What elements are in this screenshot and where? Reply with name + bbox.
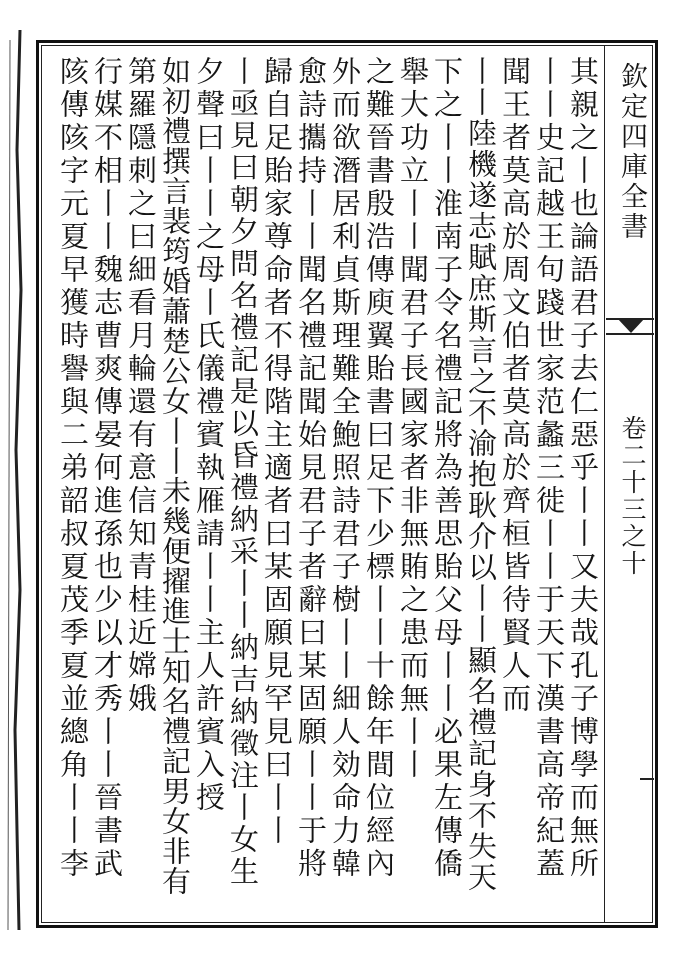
text-column: 舉大功立丨丨聞君子長國家者非無賄之患而無丨丨 xyxy=(396,56,430,782)
margin-volume-label: 卷二十三之十 xyxy=(618,415,647,577)
text-column: 其親之丨也論語君子去仁惡乎丨丨又夫哉孔子博學而無所 xyxy=(566,56,600,881)
scanned-page-edge xyxy=(2,30,26,930)
text-column: 丨丨史記越王句踐世家范蠡三徙丨丨于天下漢書高帝紀蓋 xyxy=(532,56,566,881)
text-column: 第羅隱刺之曰細看月輪還有意信知青桂近嫦娥 xyxy=(124,56,158,716)
text-column: 如初禮撰言裴筠婚蕭楚公女丨丨未幾便擢進士知名禮記男女非有 xyxy=(158,56,192,896)
text-column: 之難晉書殷浩傳庾翼貽書曰足下少標丨丨十餘年間位經內 xyxy=(362,56,396,881)
text-column: 夕聲曰丨丨之母丨氏儀禮賓執雁請丨丨主人許賓入授 xyxy=(192,56,226,815)
margin-book-title: 欽定四庫全書 xyxy=(616,62,647,242)
text-column: 陔傳陔字元夏早獲時譽與二弟韶叔夏茂季夏並總角丨丨李 xyxy=(56,56,90,881)
text-column: 行媒不相丨丨魏志曹爽傳晏何進孫也少以才秀丨丨晉書武 xyxy=(90,56,124,881)
text-column: 外而欲潛居利貞斯理難全鮑照詩君子樹丨丨細人効命力韓 xyxy=(328,56,362,881)
text-column: 丨亟見曰朝夕問名禮記是以昏禮納采丨丨納吉納徵注丨女生 xyxy=(226,56,260,888)
text-column: 歸自足貽家尊命者不得階主適者曰某固願見罕見曰丨丨 xyxy=(260,56,294,848)
text-column: 下之丨丨淮南子令名禮記將為善思貽父母丨丨必果左傳僑 xyxy=(430,56,464,881)
text-column: 愈詩攜持丨丨聞名禮記聞始見君子者辭曰某固願丨丨于將 xyxy=(294,56,328,881)
fish-tail-mark xyxy=(617,318,645,333)
text-column: 聞王者莫高於周文伯者莫高於齊桓皆待賢人而 xyxy=(498,56,532,716)
margin-tick-mark xyxy=(640,778,654,780)
fish-tail-mark-bottom xyxy=(606,333,654,335)
margin-column-rule xyxy=(604,46,605,922)
text-column: 丨丨陸機遂志賦庶斯言之不渝抱耿介以丨丨顯名禮記身不失天 xyxy=(464,56,498,893)
